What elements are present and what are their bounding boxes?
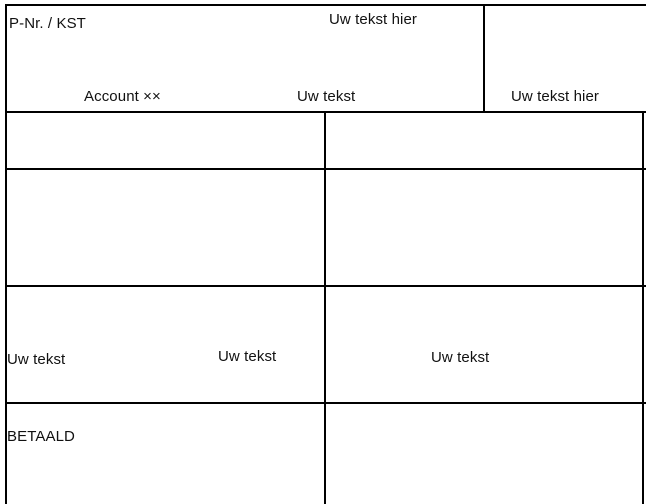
pnr-kst-label: P-Nr. / KST (9, 15, 86, 32)
row-four-left-text-2: Uw tekst (218, 348, 277, 365)
account-label: Account ×× (84, 88, 161, 105)
header-right-text: Uw tekst hier (511, 88, 599, 105)
paid-status-label: BETAALD (7, 428, 75, 445)
header-divider (483, 4, 485, 113)
column-divider (324, 111, 326, 504)
right-border (642, 111, 644, 504)
row-four-left-text-1: Uw tekst (7, 351, 66, 368)
header-top-text: Uw tekst hier (329, 11, 417, 28)
row-four-right-text: Uw tekst (431, 349, 490, 366)
header-middle-text: Uw tekst (297, 88, 356, 105)
top-border (5, 4, 646, 6)
